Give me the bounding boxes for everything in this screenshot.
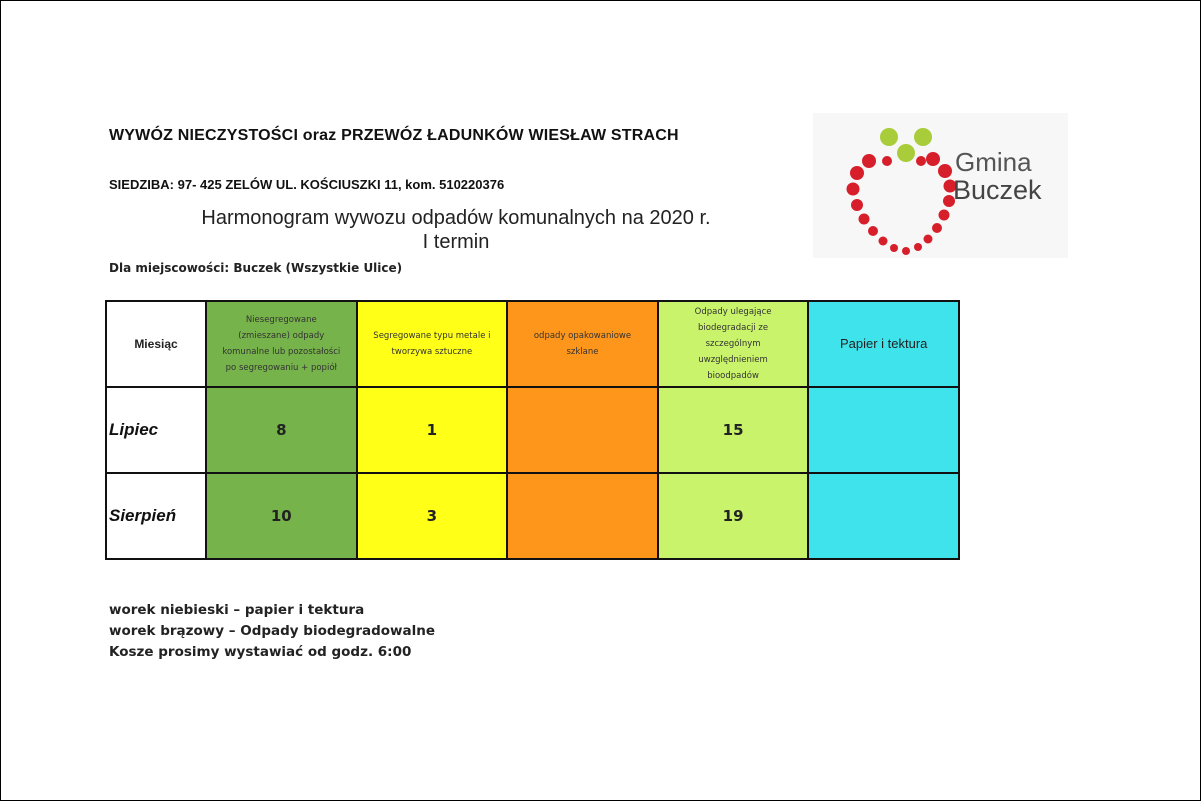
glass-date-cell (507, 387, 658, 473)
notes-section (109, 600, 435, 663)
month-name: Sierpień (109, 506, 177, 525)
header-metal-line: tworzywa sztuczne (391, 347, 473, 357)
metal-date-cell (357, 473, 508, 559)
mixed-date-cell (206, 473, 357, 559)
note-brown-bag: worek brązowy – Odpady biodegradowalne (109, 623, 436, 639)
table-row (106, 473, 959, 559)
header-biodegradable (658, 301, 809, 387)
metal-date: 3 (426, 506, 438, 525)
header-month-label: Miesiąc (134, 337, 178, 351)
note-blue-bag: worek niebieski – papier i tektura (109, 602, 365, 618)
bio-date: 15 (722, 420, 744, 439)
locality-label: Dla miejscowości: Buczek (Wszystkie Ulice) (109, 261, 403, 275)
header-mixed-line: po segregowaniu + popiół (225, 363, 337, 373)
paper-date-cell (808, 473, 959, 559)
header-mixed-line: Niesegregowane (245, 315, 317, 325)
header-glass (507, 301, 658, 387)
header-bio-line: bioodpadów (707, 371, 759, 381)
mixed-date: 8 (276, 420, 287, 439)
company-address: SIEDZIBA: 97- 425 ZELÓW UL. KOŚCIUSZKI 11, kom. 510220376 (109, 177, 505, 192)
header-glass-line: odpady opakowaniowe (533, 331, 632, 341)
logo-text-gmina: Gmina (955, 147, 1032, 177)
header-glass-line: szklane (566, 347, 599, 357)
mixed-date: 10 (270, 506, 292, 525)
title-line-1: Harmonogram wywozu odpadów komunalnych na 2020 r. (201, 207, 711, 229)
metal-date: 1 (426, 420, 438, 439)
gmina-buczek-logo (813, 113, 1068, 258)
header-bio-line: Odpady ulegające (694, 307, 772, 317)
paper-date-cell (808, 387, 959, 473)
logo-text-buczek: Buczek (953, 175, 1042, 205)
header-bio-line: szczególnym (705, 339, 761, 349)
mixed-date-cell (206, 387, 357, 473)
schedule-table (105, 300, 960, 560)
page-title (111, 206, 801, 254)
table-row (106, 387, 959, 473)
company-name: WYWÓZ NIECZYSTOŚCI oraz PRZEWÓZ ŁADUNKÓW WIESŁAW STRACH (109, 127, 679, 144)
header-mixed-line: (zmieszane) odpady (238, 331, 325, 341)
strawberry-logo-icon (833, 121, 963, 261)
glass-date-cell (507, 473, 658, 559)
header-metal-line: Segregowane typu metale i (373, 331, 491, 341)
row-month-cell (106, 473, 206, 559)
header-mixed-line: komunalne lub pozostałości (222, 347, 341, 357)
header-paper-label: Papier i tektura (839, 336, 928, 351)
month-name: Lipiec (109, 420, 159, 439)
bio-date-cell (658, 473, 809, 559)
table-header-row (106, 301, 959, 387)
note-bins-time: Kosze prosimy wystawiać od godz. 6:00 (109, 644, 412, 660)
title-line-2: I termin (422, 231, 490, 253)
header-bio-line: biodegradacji ze (698, 323, 769, 333)
row-month-cell (106, 387, 206, 473)
bio-date-cell (658, 387, 809, 473)
bio-date: 19 (722, 506, 744, 525)
header-paper (808, 301, 959, 387)
metal-date-cell (357, 387, 508, 473)
header-bio-line: uwzględnieniem (698, 355, 768, 365)
header-metal-plastic (357, 301, 508, 387)
header-mixed-waste (206, 301, 357, 387)
header-month (106, 301, 206, 387)
